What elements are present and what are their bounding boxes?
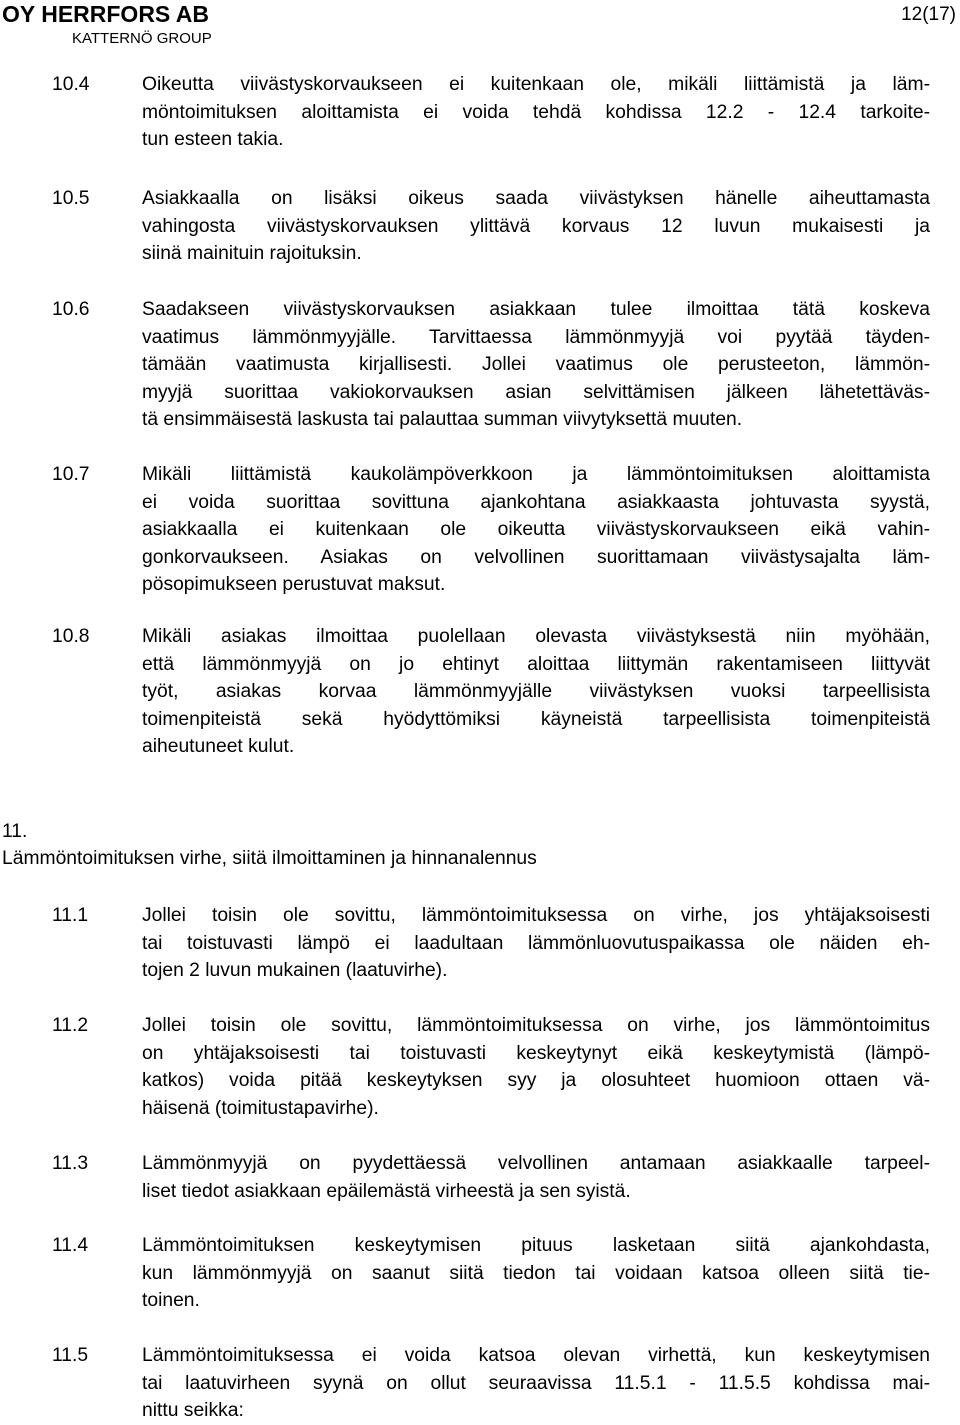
clause-11-3	[52, 1150, 930, 1205]
text-line: toimenpiteistä sekä hyödyttömiksi käyneistä tarpeellisista toimenpiteistä	[142, 708, 930, 730]
text-line: Lämmöntoimituksen keskeytymisen pituus lasketaan siitä ajankohdasta,	[142, 1235, 930, 1256]
text-line: asiakkaalla ei kuitenkaan ole oikeutta viivästyskorvaukseen eikä vahin-	[142, 519, 930, 540]
clause-number: 11.5	[52, 1345, 89, 1366]
clause-text	[142, 1342, 930, 1425]
clause-number: 10.8	[52, 626, 90, 647]
text-line: tai laatuvirheen syynä on ollut seuraavissa 11.5.1 - 11.5.5 kohdissa mai-	[142, 1372, 930, 1394]
text-line: liset tiedot asiakkaan epäilemästä virheestä ja sen syistä.	[142, 1180, 631, 1202]
text-line: tun esteen takia.	[142, 129, 284, 150]
clause-text	[142, 902, 930, 985]
text-line: pösopimukseen perustuvat maksut.	[142, 574, 446, 595]
text-line: Lämmönmyyjä on pyydettäessä velvollinen antamaan asiakkaalle tarpeel-	[142, 1153, 930, 1174]
clause-text	[142, 623, 930, 761]
clause-number: 10.7	[52, 464, 90, 485]
text-line: Mikäli asiakas ilmoittaa puolellaan olevasta viivästyksestä niin myöhään,	[142, 626, 930, 647]
text-line: gonkorvaukseen. Asiakas on velvollinen suorittamaan viivästysajalta läm-	[142, 546, 930, 568]
text-line: on yhtäjaksoisesti tai toistuvasti keskeytynyt eikä keskeytymistä (lämpö-	[142, 1042, 930, 1064]
text-line: ei voida suorittaa sovittuna ajankohtana asiakkaasta johtuvasta syystä,	[142, 491, 930, 513]
text-line: kun lämmönmyyjä on saanut siitä tiedon tai voidaan katsoa olleen siitä tie-	[142, 1262, 930, 1284]
text-line: vaatimus lämmönmyyjälle. Tarvittaessa lämmönmyyjä voi pyytää täyden-	[142, 326, 930, 348]
text-line: Oikeutta viivästyskorvaukseen ei kuitenkaan ole, mikäli liittämistä ja läm-	[142, 74, 930, 95]
text-line: työt, asiakas korvaa lämmönmyyjälle viivästyksen vuoksi tarpeellisista	[142, 681, 930, 702]
clause-number: 11.2	[52, 1015, 89, 1036]
clause-text	[142, 1012, 930, 1122]
clause-10-8	[52, 623, 930, 761]
clause-10-6	[52, 296, 930, 434]
clause-11-5	[52, 1342, 930, 1425]
text-line: että lämmönmyyjä on jo ehtinyt aloittaa liittymän rakentamiseen liittyvät	[142, 653, 930, 675]
text-line: Jollei toisin ole sovittu, lämmöntoimituksessa on virhe, jos lämmöntoimitus	[142, 1015, 930, 1036]
clause-number: 10.6	[52, 299, 90, 320]
text-line: Mikäli liittämistä kaukolämpöverkkoon ja lämmöntoimituksen aloittamista	[142, 464, 930, 485]
text-line: tä ensimmäisestä laskusta tai palauttaa summan viivytyksettä muuten.	[142, 409, 743, 430]
clause-number: 10.4	[52, 74, 90, 95]
company-name: OY HERRFORS AB	[2, 1, 210, 27]
text-line: siinä mainituin rajoituksin.	[142, 243, 362, 264]
text-line: häisenä (toimitustapavirhe).	[142, 1097, 379, 1119]
clause-text	[142, 185, 930, 268]
company-group: KATTERNÖ GROUP	[72, 30, 212, 47]
clause-number: 10.5	[52, 188, 90, 209]
text-line: möntoimituksen aloittamista ei voida tehdä kohdissa 12.2 - 12.4 tarkoite-	[142, 101, 930, 123]
text-line: katkos) voida pitää keskeytyksen syy ja olosuhteet huomioon ottaen vä-	[142, 1070, 930, 1091]
text-line: Saadakseen viivästyskorvauksen asiakkaan tulee ilmoittaa tätä koskeva	[142, 299, 930, 320]
clause-number: 11.3	[52, 1153, 89, 1174]
text-line: tai toistuvasti lämpö ei laadultaan lämmönluovutuspaikassa ole näiden eh-	[142, 932, 930, 954]
text-line: aiheutuneet kulut.	[142, 736, 295, 757]
text-line: Lämmöntoimituksessa ei voida katsoa olevan virhettä, kun keskeytymisen	[142, 1345, 930, 1366]
text-line: Jollei toisin ole sovittu, lämmöntoimituksessa on virhe, jos yhtäjaksoisesti	[142, 905, 930, 926]
clause-11-2	[52, 1012, 930, 1122]
clause-number: 11.4	[52, 1235, 89, 1256]
text-line: tämään vaatimusta kirjallisesti. Jollei vaatimus ole perusteeton, lämmön-	[142, 354, 930, 375]
clause-10-7	[52, 461, 930, 599]
clause-10-5	[52, 185, 930, 268]
clause-number: 11.1	[52, 905, 89, 926]
clause-11-1	[52, 902, 930, 985]
section-title: Lämmöntoimituksen virhe, siitä ilmoittaminen ja hinnanalennus	[2, 848, 537, 869]
text-line: toinen.	[142, 1290, 200, 1311]
text-line: nittu seikka:	[142, 1400, 244, 1421]
clause-text	[142, 1232, 930, 1315]
clause-11-4	[52, 1232, 930, 1315]
clause-text	[142, 461, 930, 599]
clause-text	[142, 296, 930, 434]
section-number: 11.	[2, 821, 28, 842]
text-line: Asiakkaalla on lisäksi oikeus saada viivästyksen hänelle aiheuttamasta	[142, 188, 930, 209]
clause-text	[142, 1150, 930, 1205]
page-number: 12(17)	[901, 4, 956, 25]
text-line: tojen 2 luvun mukainen (laatuvirhe).	[142, 960, 448, 981]
text-line: myyjä suorittaa vakiokorvauksen asian selvittämisen jälkeen lähetettäväs-	[142, 381, 930, 403]
clause-10-4	[52, 71, 930, 154]
clause-text	[142, 71, 930, 154]
text-line: vahingosta viivästyskorvauksen ylittävä korvaus 12 luvun mukaisesti ja	[142, 215, 930, 237]
